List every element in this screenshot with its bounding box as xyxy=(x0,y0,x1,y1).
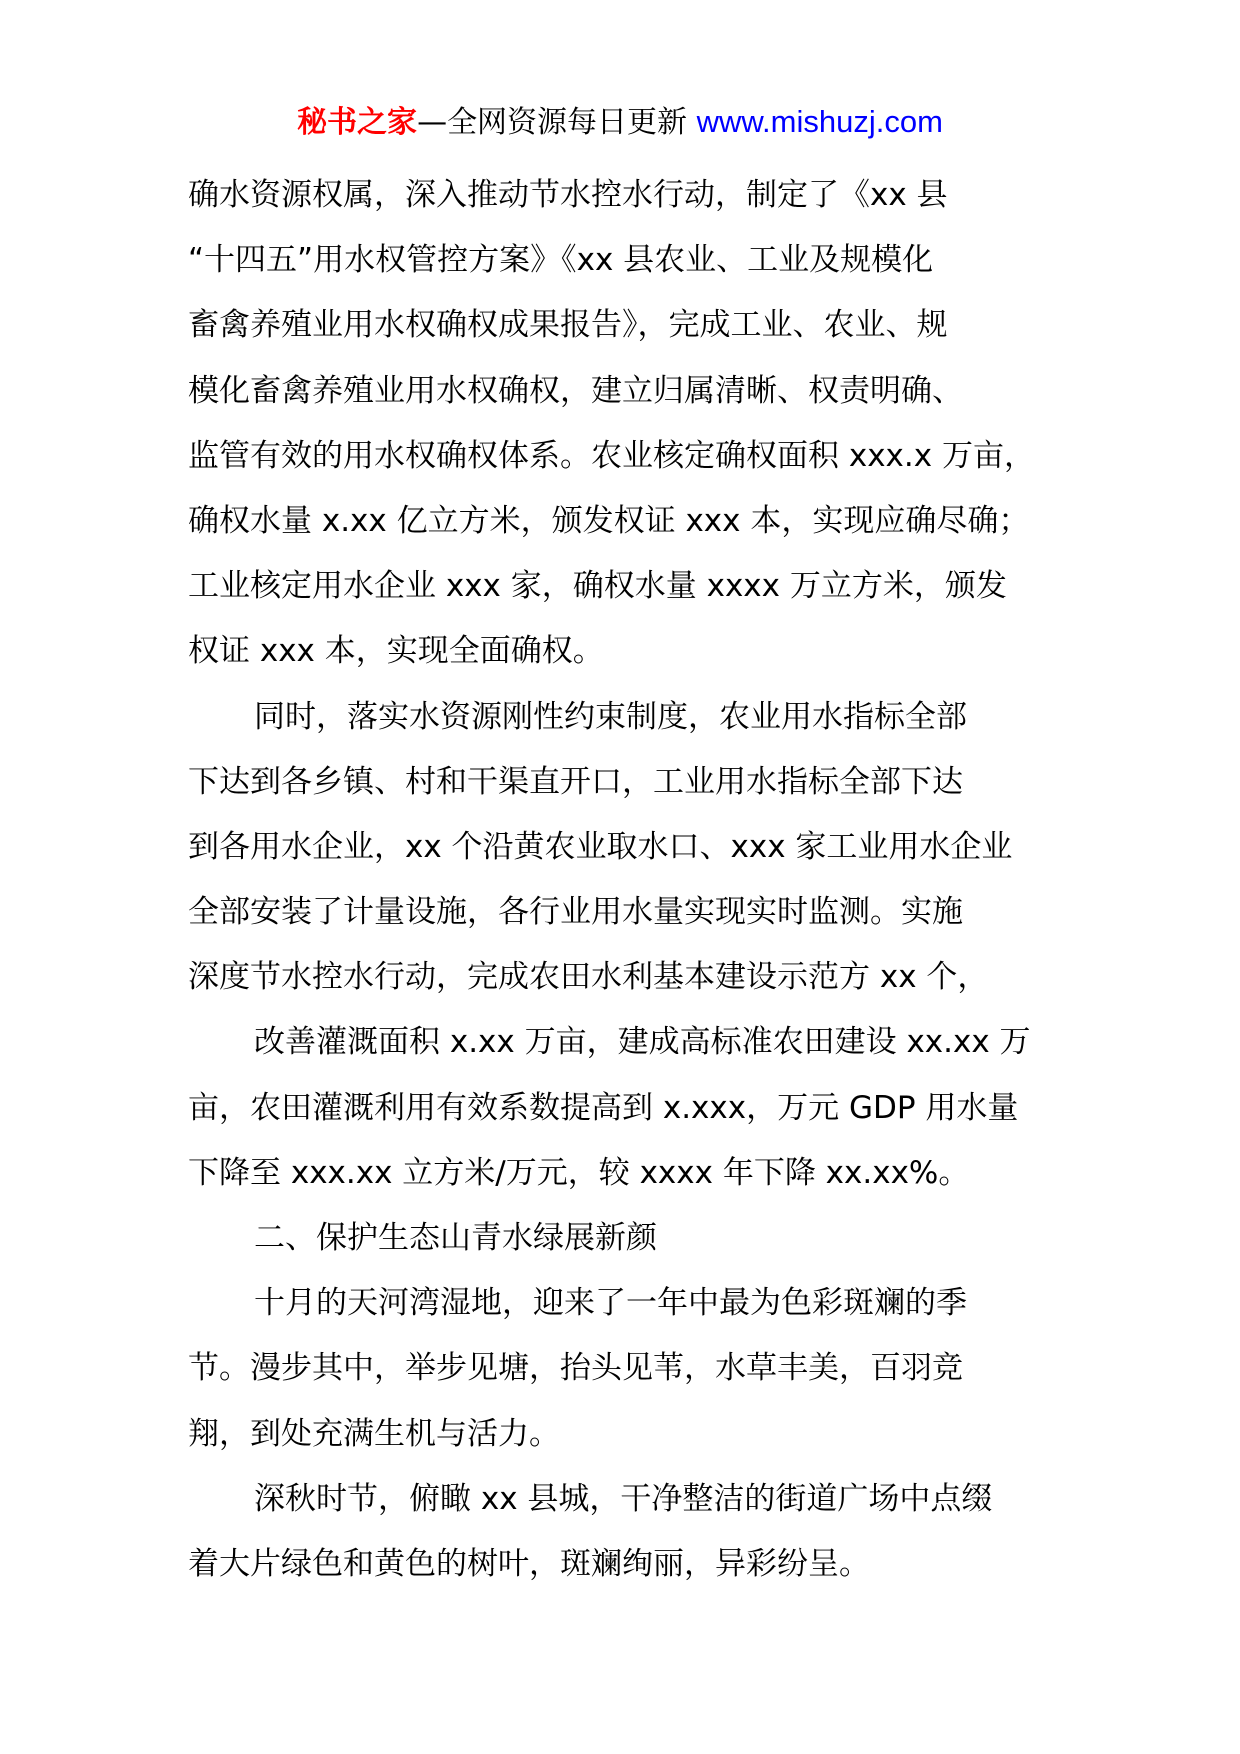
text-line: 全部安装了计量设施，各行业用水量实现实时监测。实施 xyxy=(188,894,963,931)
page-header xyxy=(0,100,1240,145)
text-line: 确水资源权属，深入推动节水控水行动，制定了《xx 县 xyxy=(188,177,948,213)
text-line: 深度节水控水行动，完成农田水利基本建设示范方 xx 个， xyxy=(188,959,989,996)
text-line: 着大片绿色和黄色的树叶，斑斓绚丽，异彩纷呈。 xyxy=(188,1545,870,1582)
text-line: 工业核定用水企业 xxx 家，确权水量 xxxx 万立方米，颁发 xyxy=(188,568,1007,605)
header-tagline: —全网资源每日更新 xyxy=(417,105,688,140)
text-line: 下降至 xxx.xx 立方米/万元，较 xxxx 年下降 xx.xx%。 xyxy=(188,1154,970,1191)
brand-name: 秘书之家 xyxy=(297,105,418,140)
paragraph-start-line: 改善灌溉面积 x.xx 万亩，建成高标准农田建设 xx.xx 万 xyxy=(254,1024,1031,1061)
site-url[interactable]: www.mishuzj.com xyxy=(696,104,943,139)
text-line: 节。漫步其中，举步见塘，抬头见苇，水草丰美，百羽竞 xyxy=(188,1350,963,1387)
text-line: 下达到各乡镇、村和干渠直开口，工业用水指标全部下达 xyxy=(188,763,963,800)
paragraph-start-line: 十月的天河湾湿地，迎来了一年中最为色彩斑斓的季 xyxy=(254,1285,967,1322)
text-line: 权证 xxx 本，实现全面确权。 xyxy=(188,633,604,670)
text-line: 到各用水企业，xx 个沿黄农业取水口、xxx 家工业用水企业 xyxy=(188,828,1013,865)
paragraph-start-line: 深秋时节，俯瞰 xx 县城，干净整洁的街道广场中点缀 xyxy=(254,1480,993,1517)
text-line: “十四五”用水权管控方案》《xx 县农业、工业及规模化 xyxy=(188,242,934,279)
document-body xyxy=(188,163,1088,1597)
text-line: 模化畜禽养殖业用水权确权，建立归属清晰、权责明确、 xyxy=(188,372,963,409)
section-heading: 二、保护生态山青水绿展新颜 xyxy=(254,1220,657,1256)
text-line: 畜禽养殖业用水权确权成果报告》，完成工业、农业、规 xyxy=(188,307,948,344)
text-line: 确权水量 x.xx 亿立方米，颁发权证 xxx 本，实现应确尽确； xyxy=(188,502,1030,539)
text-line: 翔，到处充满生机与活力。 xyxy=(188,1415,560,1452)
paragraph-start-line: 同时，落实水资源刚性约束制度，农业用水指标全部 xyxy=(254,698,967,735)
text-line: 亩，农田灌溉利用有效系数提高到 x.xxx，万元 GDP 用水量 xyxy=(188,1089,1019,1126)
text-line: 监管有效的用水权确权体系。农业核定确权面积 xxx.x 万亩， xyxy=(188,437,1035,474)
